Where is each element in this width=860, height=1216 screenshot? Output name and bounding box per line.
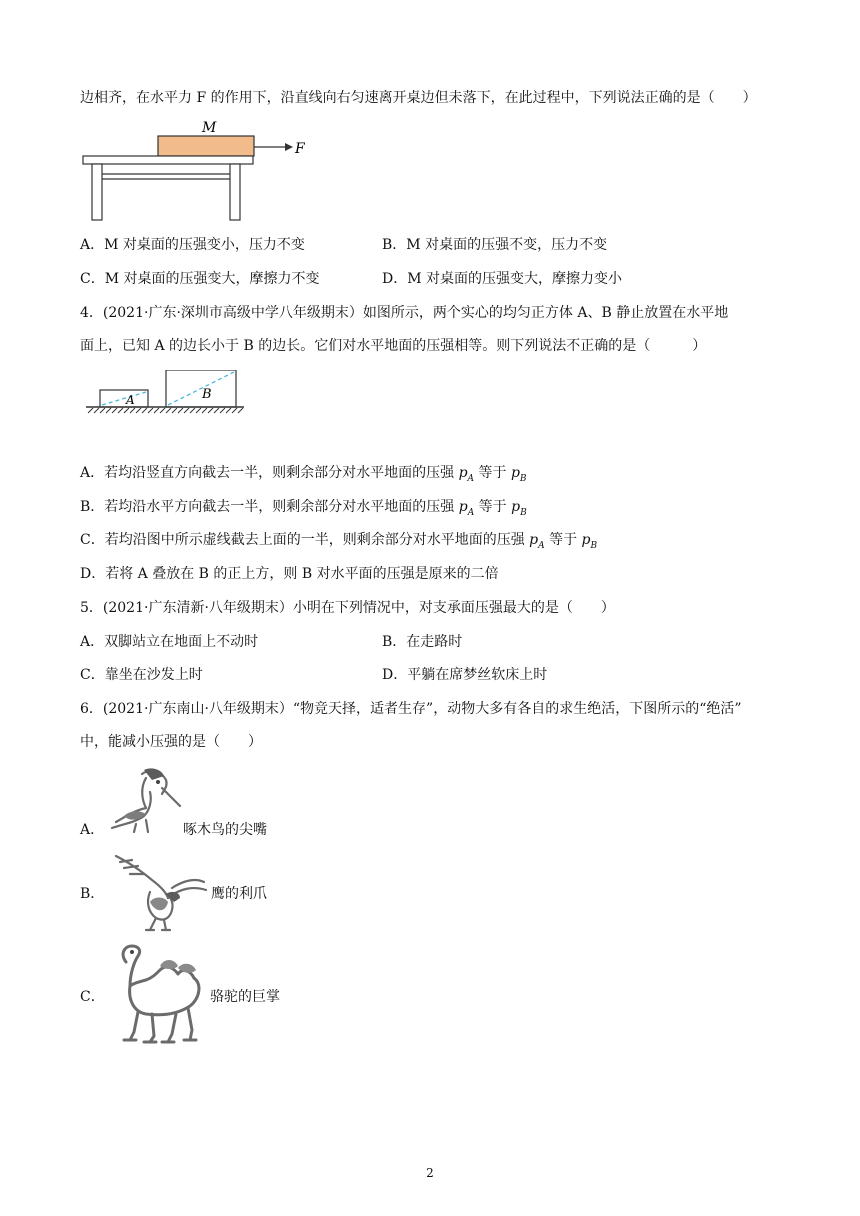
subscript-b: B [520, 507, 527, 518]
q5-stem: 5．(2021·广东清新·八年级期末）小明在下列情况中，对支承面压强最大的是（ ） [80, 600, 615, 616]
symbol-p: p [510, 465, 520, 481]
subscript-b: B [519, 473, 527, 484]
q6-option-c-letter[interactable]: C． [80, 989, 105, 1005]
q3-option-c[interactable]: C．M 对桌面的压强变大，摩擦力不变 [80, 271, 320, 287]
q4-cubes-drawing [84, 370, 248, 422]
subscript-b: B [590, 540, 598, 551]
subscript-a: A [538, 540, 545, 551]
q4-option-c[interactable] [80, 530, 597, 556]
q3-stem-tail: 边相齐，在水平力 F 的作用下，沿直线向右匀速离开桌边但未落下，在此过程中，下列说法正确的是（ ） [80, 90, 757, 106]
camel-icon [108, 940, 208, 1048]
q4-option-a-mid: 等于 [474, 465, 511, 481]
force-label: F [295, 141, 305, 157]
q6-option-b-caption: 鹰的利爪 [211, 886, 267, 902]
symbol-p: p [581, 532, 591, 548]
q6-stem-line1: 6．(2021·广东南山·八年级期末）“物竞天择，适者生存”，动物大多有各自的求生绝活，下图所示的“绝活” [80, 701, 742, 717]
q5-option-b[interactable]: B．在走路时 [382, 634, 463, 650]
q4-stem-line2: 面上，已知 A 的边长小于 B 的边长。它们对水平地面的压强相等。则下列说法不正确的是（ ） [80, 338, 707, 354]
q4-option-d[interactable]: D．若将 A 叠放在 B 的正上方，则 B 对水平面的压强是原来的二倍 [80, 566, 499, 582]
q6-option-a-caption: 啄木鸟的尖嘴 [183, 822, 267, 838]
woodpecker-icon [106, 766, 182, 836]
subscript-a: A [467, 507, 475, 518]
block-m [158, 136, 254, 156]
q5-option-d[interactable]: D．平躺在席梦丝软床上时 [382, 667, 548, 683]
q6-option-b-letter[interactable]: B． [80, 886, 105, 902]
cube-b-label: B [202, 387, 212, 402]
q5-option-a[interactable]: A．双脚站立在地面上不动时 [80, 634, 259, 650]
block-m-label: M [202, 120, 217, 136]
q6-option-c-caption: 骆驼的巨掌 [210, 989, 280, 1005]
q6-option-a-letter[interactable]: A． [80, 822, 105, 838]
q4-option-b-text: B．若均沿水平方向截去一半，则剩余部分对水平地面的压强 [80, 499, 459, 515]
page-number: 2 [426, 1166, 434, 1180]
subscript-a: A [467, 473, 475, 484]
symbol-p: p [511, 499, 521, 515]
q4-option-b[interactable] [80, 497, 527, 523]
symbol-p: p [529, 532, 539, 548]
force-arrow-head [285, 143, 293, 151]
q4-option-b-mid: 等于 [474, 499, 512, 515]
q4-option-c-mid: 等于 [544, 532, 582, 548]
q3-option-a[interactable]: A．M 对桌面的压强变小，压力不变 [80, 237, 305, 253]
q5-option-c[interactable]: C．靠坐在沙发上时 [80, 667, 203, 683]
table-top [83, 156, 253, 164]
table-leg-right [230, 164, 240, 220]
q3-option-b[interactable]: B．M 对桌面的压强不变，压力不变 [382, 237, 608, 253]
table-leg-left [92, 164, 102, 220]
eagle-icon [110, 852, 210, 934]
q6-stem-line2: 中，能减小压强的是（ ） [80, 734, 262, 750]
q4-option-a[interactable] [80, 463, 527, 489]
q3-table-figure [80, 116, 320, 224]
q3-option-d[interactable]: D．M 对桌面的压强变大，摩擦力变小 [382, 271, 623, 287]
ground-hatching [88, 408, 243, 413]
q4-option-a-text: A．若均沿竖直方向截去一半，则剩余部分对水平地面的压强 [80, 465, 459, 481]
cube-a-label: A [126, 393, 135, 407]
q4-option-c-text: C．若均沿图中所示虚线截去上面的一半，则剩余部分对水平地面的压强 [80, 532, 530, 548]
symbol-p: p [458, 499, 468, 515]
q4-stem-line1: 4．(2021·广东·深圳市高级中学八年级期末）如图所示，两个实心的均匀正方体 A、B 静止放置在水平地 [80, 305, 729, 321]
symbol-p: p [458, 465, 468, 481]
